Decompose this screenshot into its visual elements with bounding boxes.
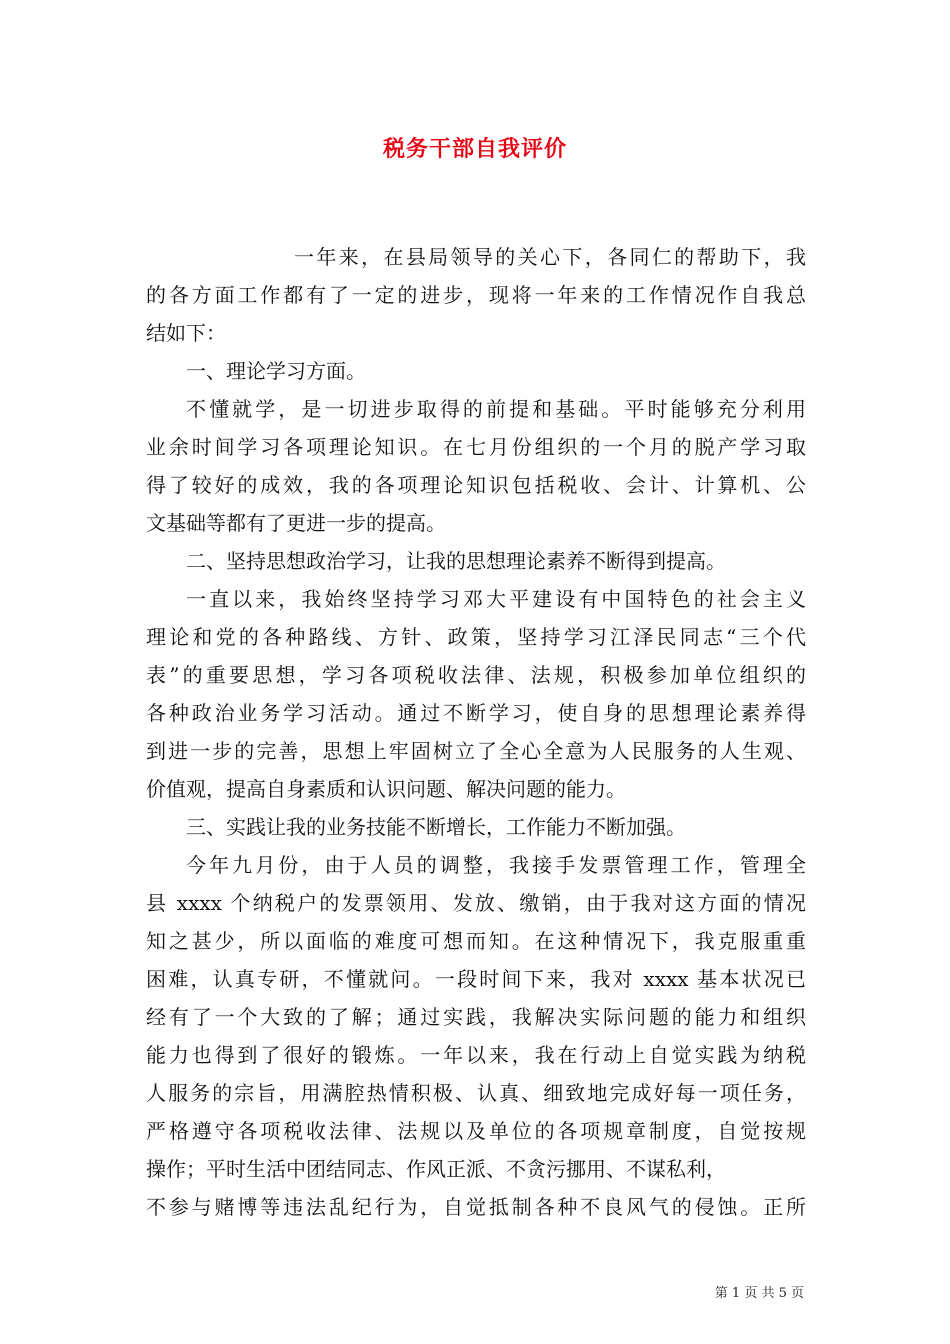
paragraph-line: 一年来，在县局领导的关心下，各同仁的帮助下，我: [294, 245, 806, 269]
paragraph-line: 到进一步的完善，思想上牢固树立了全心全意为人民服务的人生观、: [146, 739, 806, 763]
page-number: 第 1 页 共 5 页: [714, 1286, 804, 1301]
document-body: [146, 238, 806, 1226]
document-title: 税务干部自我评价: [382, 136, 567, 162]
paragraph-line: 能力也得到了很好的锻炼。一年以来，我在行动上自觉实践为纳税: [146, 1043, 806, 1067]
paragraph-line: 业余时间学习各项理论知识。在七月份组织的一个月的脱产学习取: [146, 435, 806, 459]
paragraph-line: 不懂就学，是一切进步取得的前提和基础。平时能够充分利用: [186, 397, 806, 421]
paragraph-line: 经有了一个大致的了解；通过实践，我解决实际问题的能力和组织: [146, 1005, 806, 1029]
section-heading: 三、实践让我的业务技能不断增长，工作能力不断加强。: [186, 815, 686, 839]
paragraph-line: 不参与赌博等违法乱纪行为，自觉抵制各种不良风气的侵蚀。正所: [146, 1195, 806, 1219]
paragraph-line: 理论和党的各种路线、方针、政策，坚持学习江泽民同志“三个代: [146, 625, 806, 649]
paragraph-line: 一直以来，我始终坚持学习邓大平建设有中国特色的社会主义: [186, 587, 806, 611]
paragraph-line: 严格遵守各项税收法律、法规以及单位的各项规章制度，自觉按规: [146, 1119, 806, 1143]
paragraph-line: 人服务的宗旨，用满腔热情积极、认真、细致地完成好每一项任务，: [146, 1081, 806, 1105]
paragraph-line: 困难，认真专研，不懂就问。一段时间下来，我对 xxxx 基本状况已: [146, 967, 806, 991]
paragraph-line: 表”的重要思想，学习各项税收法律、法规，积极参加单位组织的: [146, 663, 806, 687]
paragraph-line: 今年九月份，由于人员的调整，我接手发票管理工作，管理全: [186, 853, 806, 877]
paragraph-line: 县 xxxx 个纳税户的发票领用、发放、缴销，由于我对这方面的情况: [146, 891, 806, 915]
paragraph-line: 的各方面工作都有了一定的进步，现将一年来的工作情况作自我总: [146, 283, 806, 307]
section-heading: 一、理论学习方面。: [186, 359, 366, 383]
paragraph-line: 文基础等都有了更进一步的提高。: [146, 511, 446, 535]
paragraph-line: 各种政治业务学习活动。通过不断学习，使自身的思想理论素养得: [146, 701, 806, 725]
paragraph-line: 知之甚少，所以面临的难度可想而知。在这种情况下，我克服重重: [146, 929, 806, 953]
paragraph-line: 价值观，提高自身素质和认识问题、解决问题的能力。: [146, 777, 626, 801]
paragraph-line: 操作；平时生活中团结同志、作风正派、不贪污挪用、不谋私利，: [146, 1157, 726, 1181]
section-heading: 二、坚持思想政治学习，让我的思想理论素养不断得到提高。: [186, 549, 726, 573]
paragraph-line: 得了较好的成效，我的各项理论知识包括税收、会计、计算机、公: [146, 473, 806, 497]
paragraph-line: 结如下：: [146, 321, 226, 345]
